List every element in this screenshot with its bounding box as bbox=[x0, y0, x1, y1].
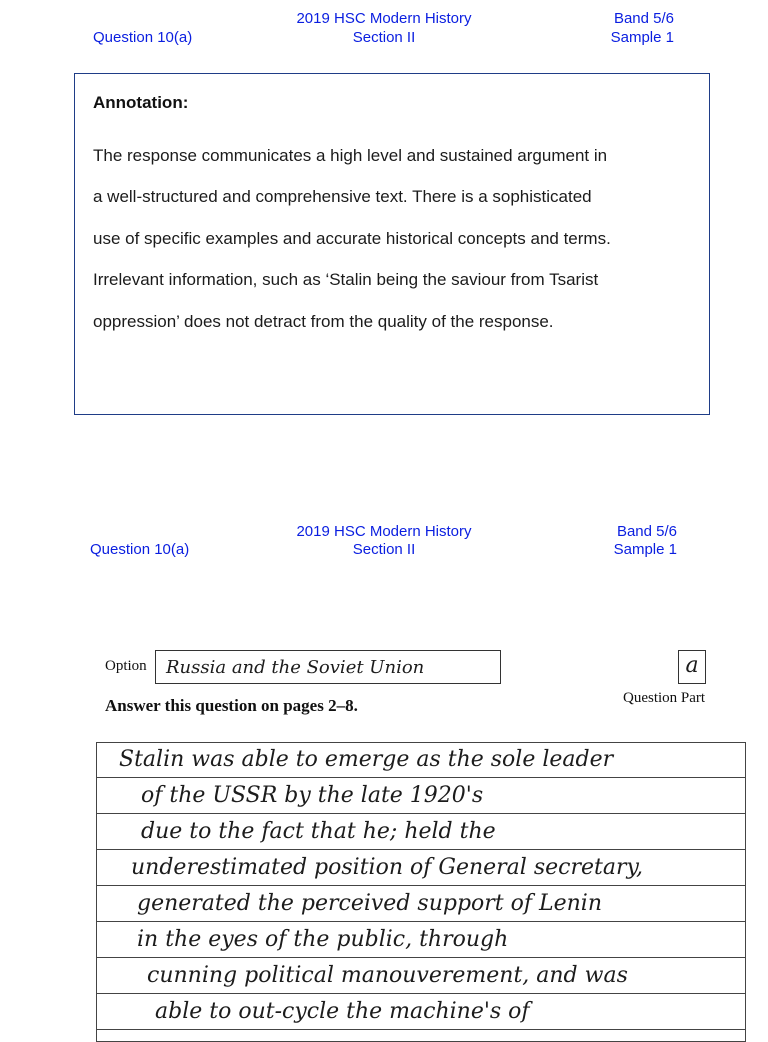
ruled-line bbox=[97, 921, 745, 922]
answer-instruction: Answer this question on pages 2–8. bbox=[105, 696, 358, 715]
handwritten-line: Stalin was able to emerge as the sole leader bbox=[119, 747, 614, 772]
handwritten-line: cunning political manouverement, and was bbox=[147, 963, 628, 988]
page1-question-number: Question 10(a) bbox=[93, 29, 193, 46]
ruled-line bbox=[97, 957, 745, 958]
handwritten-line: of the USSR by the late 1920's bbox=[141, 783, 484, 808]
ruled-line bbox=[97, 813, 745, 814]
ruled-line bbox=[97, 849, 745, 850]
annotation-line: oppression’ does not detract from the quality of the response. bbox=[93, 312, 554, 331]
page2-band: Band 5/6 bbox=[616, 523, 677, 540]
annotation-heading: Annotation: bbox=[93, 93, 189, 112]
handwritten-answer-area bbox=[96, 742, 746, 1042]
page1-band: Band 5/6 bbox=[613, 10, 674, 27]
handwritten-line: generated the perceived support of Lenin bbox=[137, 891, 603, 916]
handwritten-line: able to out-cycle the machine's of bbox=[155, 999, 530, 1024]
option-label: Option bbox=[105, 658, 147, 674]
ruled-line bbox=[97, 1029, 745, 1030]
page1-sample: Sample 1 bbox=[610, 29, 674, 46]
option-field bbox=[155, 650, 501, 684]
page2-question-number: Question 10(a) bbox=[90, 541, 190, 558]
page1-exam-title: 2019 HSC Modern History bbox=[296, 10, 472, 27]
page2-exam-title: 2019 HSC Modern History bbox=[296, 523, 472, 540]
annotation-box bbox=[74, 73, 710, 415]
question-part-field bbox=[678, 650, 706, 684]
annotation-line: The response communicates a high level and sustained argument in bbox=[93, 146, 608, 165]
ruled-line bbox=[97, 993, 745, 994]
page2-sample: Sample 1 bbox=[613, 541, 677, 558]
annotation-line: a well-structured and comprehensive text. There is a sophisticated bbox=[93, 187, 592, 206]
question-part-value: a bbox=[685, 653, 699, 678]
handwritten-line: underestimated position of General secretary, bbox=[131, 855, 643, 880]
option-value: Russia and the Soviet Union bbox=[166, 657, 425, 678]
annotation-line: use of specific examples and accurate historical concepts and terms. bbox=[93, 229, 611, 248]
question-part-label: Question Part bbox=[623, 690, 706, 706]
handwritten-line: due to the fact that he; held the bbox=[141, 819, 496, 844]
page2-section: Section II bbox=[352, 541, 416, 558]
ruled-line bbox=[97, 777, 745, 778]
handwritten-line: in the eyes of the public, through bbox=[137, 927, 509, 952]
annotation-line: Irrelevant information, such as ‘Stalin being the saviour from Tsarist bbox=[93, 270, 599, 289]
ruled-line bbox=[97, 885, 745, 886]
page1-section: Section II bbox=[352, 29, 416, 46]
